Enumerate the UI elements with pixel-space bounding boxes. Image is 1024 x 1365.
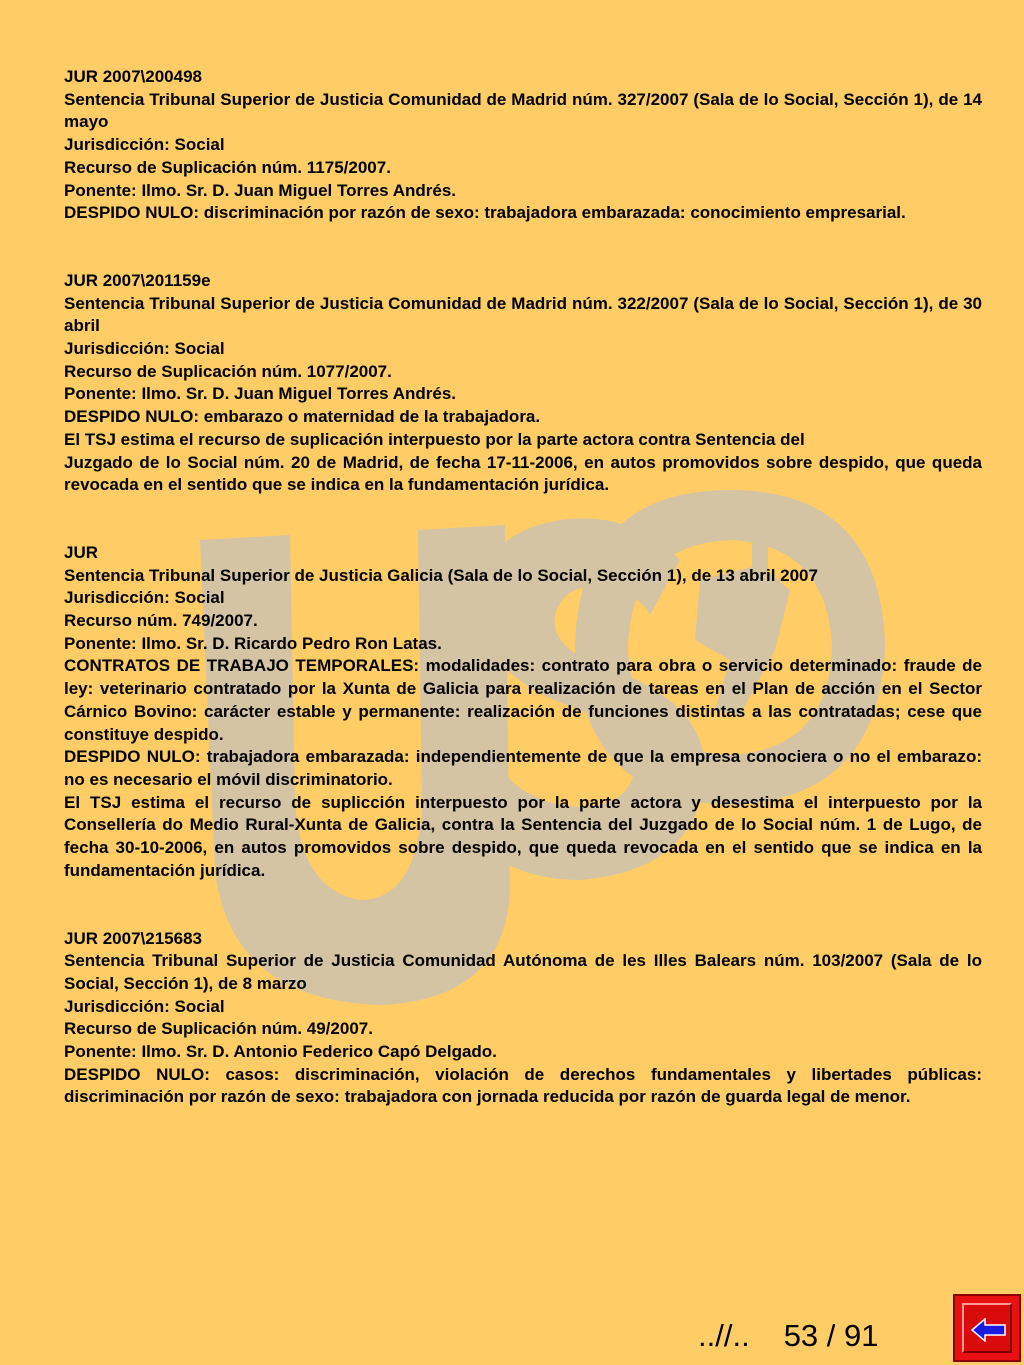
judgment-entry-2 bbox=[64, 270, 982, 497]
entry-reference: JUR 2007\215683 bbox=[64, 928, 203, 948]
entry-summary: DESPIDO NULO: casos: discriminación, violación de derechos fundamentales y libertades públicas: discriminación por razón de sexo: trabajadora con jornada reducida por razón de guarda legal de menor. bbox=[64, 1064, 982, 1107]
entry-summary: DESPIDO NULO: discriminación por razón de sexo: trabajadora embarazada: conocimiento empresarial. bbox=[64, 203, 906, 223]
entry-jurisdiction: Jurisdicción: Social bbox=[64, 588, 225, 608]
entry-jurisdiction: Jurisdicción: Social bbox=[64, 135, 225, 155]
continuation-mark: ..//.. bbox=[698, 1318, 750, 1353]
entry-jurisdiction: Jurisdicción: Social bbox=[64, 996, 225, 1016]
entry-speaker: Ponente: Ilmo. Sr. D. Juan Miguel Torres Andrés. bbox=[64, 384, 457, 404]
page-footer bbox=[698, 1318, 879, 1354]
judgment-entry-1 bbox=[64, 66, 982, 225]
entry-title: Sentencia Tribunal Superior de Justicia Galicia (Sala de lo Social, Sección 1), de 13 abril 2007 bbox=[64, 565, 818, 585]
entry-speaker: Ponente: Ilmo. Sr. D. Ricardo Pedro Ron Latas. bbox=[64, 633, 442, 653]
entry-title: Sentencia Tribunal Superior de Justicia Comunidad de Madrid núm. 322/2007 (Sala de lo Social, Sección 1), de 30 abril bbox=[64, 293, 982, 336]
entry-reference: JUR bbox=[64, 542, 99, 562]
entry-appeal: Recurso núm. 749/2007. bbox=[64, 611, 258, 631]
back-button[interactable] bbox=[953, 1294, 1021, 1362]
entry-speaker: Ponente: Ilmo. Sr. D. Juan Miguel Torres Andrés. bbox=[64, 180, 457, 200]
entry-jurisdiction: Jurisdicción: Social bbox=[64, 339, 225, 359]
entry-ruling-line-1: El TSJ estima el recurso de suplicación interpuesto por la parte actora contra Sentencia del bbox=[64, 429, 805, 449]
entry-appeal: Recurso de Suplicación núm. 1077/2007. bbox=[64, 361, 392, 381]
judgment-entry-4 bbox=[64, 928, 982, 1110]
entry-ruling: El TSJ estima el recurso de suplicción interpuesto por la parte actora y desestima el interpuesto por la Consellería do Medio Rural-Xunta de Galicia, contra la Sentencia del Juzgado de lo Social núm. 1 de Lugo, de fecha 30-10-2006, en autos promovidos sobre despido, que queda revocada en el sentido que se indica en la fundamentación jurídica. bbox=[64, 792, 982, 880]
judgment-entry-3 bbox=[64, 542, 982, 883]
back-arrow-icon bbox=[971, 1318, 1007, 1342]
entry-ruling-line-2: Juzgado de lo Social núm. 20 de Madrid, de fecha 17-11-2006, en autos promovidos sobre despido, que queda revocada en el sentido que se indica en la fundamentación jurídica. bbox=[64, 452, 982, 495]
entry-summary: CONTRATOS DE TRABAJO TEMPORALES: modalidades: contrato para obra o servicio determinado: fraude de ley: veterinario contratado por la Xunta de Galicia para realización de tareas en el Plan de acción en el Sector Cárnico Bovino: carácter estable y permanente: realización de funciones distintas a las contratadas; cese que constituye despido. bbox=[64, 656, 982, 744]
entry-summary: DESPIDO NULO: embarazo o maternidad de la trabajadora. bbox=[64, 407, 541, 427]
entry-reference: JUR 2007\200498 bbox=[64, 67, 203, 86]
entry-speaker: Ponente: Ilmo. Sr. D. Antonio Federico Capó Delgado. bbox=[64, 1042, 497, 1062]
entry-reference: JUR 2007\201159e bbox=[64, 270, 211, 290]
entry-title: Sentencia Tribunal Superior de Justicia Comunidad Autónoma de les Illes Balears núm. 103/2007 (Sala de lo Social, Sección 1), de 8 marzo bbox=[64, 951, 982, 993]
page-number: 53 / 91 bbox=[783, 1318, 879, 1353]
entry-appeal: Recurso de Suplicación núm. 49/2007. bbox=[64, 1019, 373, 1039]
entry-appeal: Recurso de Suplicación núm. 1175/2007. bbox=[64, 157, 391, 177]
document-body bbox=[64, 66, 982, 1154]
entry-title: Sentencia Tribunal Superior de Justicia Comunidad de Madrid núm. 327/2007 (Sala de lo Social, Sección 1), de 14 mayo bbox=[64, 89, 982, 132]
entry-summary-2: DESPIDO NULO: trabajadora embarazada: independientemente de que la empresa conociera o no el embarazo: no es necesario el móvil discriminatorio. bbox=[64, 747, 982, 789]
